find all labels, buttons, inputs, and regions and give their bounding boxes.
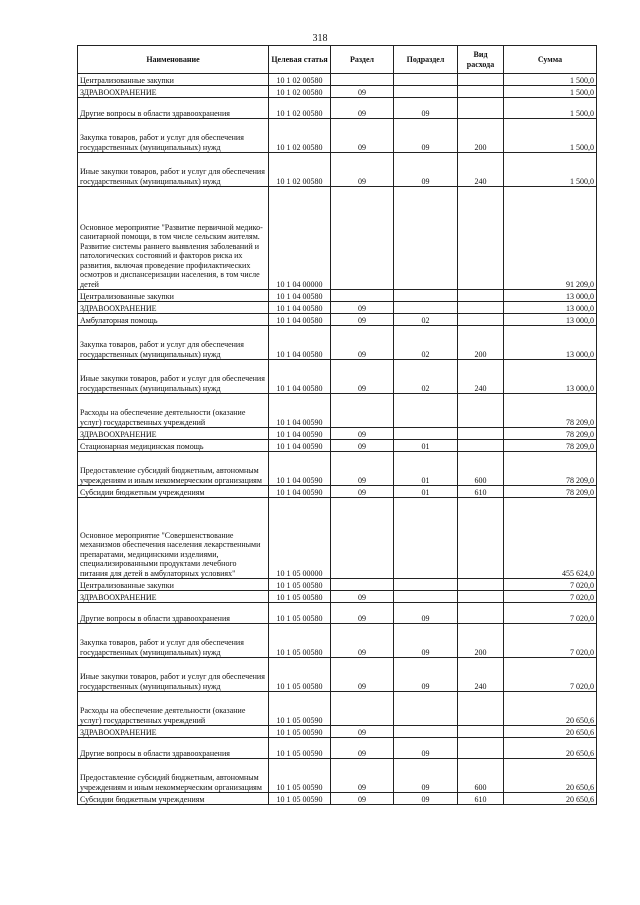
table-row <box>78 314 597 326</box>
cell-subsection: 09 <box>394 759 458 793</box>
cell-section <box>331 498 394 579</box>
cell-name: Стационарная медицинская помощь <box>78 440 269 452</box>
table-row <box>78 360 597 394</box>
cell-name: Централизованные закупки <box>78 74 269 86</box>
cell-name: Закупка товаров, работ и услуг для обеспечения государственных (муниципальных) нужд <box>78 624 269 658</box>
table-row <box>78 624 597 658</box>
cell-code: 10 1 04 00590 <box>269 394 331 428</box>
header-subsection: Подраздел <box>394 46 458 74</box>
cell-name: Другие вопросы в области здравоохранения <box>78 98 269 119</box>
cell-code: 10 1 04 00000 <box>269 187 331 290</box>
cell-sum: 7 020,0 <box>504 591 597 603</box>
cell-subsection: 09 <box>394 153 458 187</box>
cell-sum: 1 500,0 <box>504 86 597 98</box>
cell-expense-type <box>458 302 504 314</box>
cell-sum: 20 650,6 <box>504 726 597 738</box>
cell-code: 10 1 05 00590 <box>269 793 331 805</box>
cell-name: Субсидии бюджетным учреждениям <box>78 793 269 805</box>
cell-expense-type: 600 <box>458 759 504 793</box>
table-body <box>78 74 597 805</box>
table-row <box>78 98 597 119</box>
cell-subsection <box>394 579 458 591</box>
cell-sum: 20 650,6 <box>504 759 597 793</box>
cell-code: 10 1 04 00580 <box>269 326 331 360</box>
header-section: Раздел <box>331 46 394 74</box>
cell-subsection <box>394 74 458 86</box>
cell-section: 09 <box>331 658 394 692</box>
cell-sum: 13 000,0 <box>504 290 597 302</box>
cell-sum: 1 500,0 <box>504 119 597 153</box>
cell-code: 10 1 05 00590 <box>269 738 331 759</box>
cell-name: Расходы на обеспечение деятельности (оказание услуг) государственных учреждений <box>78 394 269 428</box>
cell-sum: 78 209,0 <box>504 440 597 452</box>
cell-code: 10 1 04 00590 <box>269 452 331 486</box>
cell-section: 09 <box>331 591 394 603</box>
cell-sum: 7 020,0 <box>504 624 597 658</box>
cell-expense-type <box>458 692 504 726</box>
cell-code: 10 1 02 00580 <box>269 119 331 153</box>
cell-subsection <box>394 591 458 603</box>
cell-sum: 13 000,0 <box>504 302 597 314</box>
cell-expense-type <box>458 74 504 86</box>
cell-sum: 13 000,0 <box>504 360 597 394</box>
table-row <box>78 793 597 805</box>
cell-name: Расходы на обеспечение деятельности (оказание услуг) государственных учреждений <box>78 692 269 726</box>
table-row <box>78 74 597 86</box>
table-row <box>78 452 597 486</box>
cell-code: 10 1 05 00590 <box>269 726 331 738</box>
table-row <box>78 153 597 187</box>
cell-section: 09 <box>331 360 394 394</box>
cell-expense-type <box>458 98 504 119</box>
cell-code: 10 1 02 00580 <box>269 153 331 187</box>
cell-name: Предоставление субсидий бюджетным, автономным учреждениям и иным некоммерческим организациям <box>78 452 269 486</box>
cell-subsection <box>394 394 458 428</box>
cell-section: 09 <box>331 302 394 314</box>
table-row <box>78 326 597 360</box>
cell-code: 10 1 05 00590 <box>269 759 331 793</box>
table-row <box>78 692 597 726</box>
table-row <box>78 591 597 603</box>
cell-section <box>331 692 394 726</box>
table-row <box>78 603 597 624</box>
cell-name: Основное мероприятие "Развитие первичной медико-санитарной помощи, в том числе сельским жителям. Развитие системы раннего выявления заболеваний и патологических состояний и факторов риска их развития, включая проведение профилактических осмотров и диспансеризации населения, в том числе детей <box>78 187 269 290</box>
cell-sum: 20 650,6 <box>504 793 597 805</box>
cell-sum: 13 000,0 <box>504 314 597 326</box>
table-row <box>78 290 597 302</box>
cell-expense-type: 200 <box>458 326 504 360</box>
cell-name: ЗДРАВООХРАНЕНИЕ <box>78 726 269 738</box>
cell-name: Другие вопросы в области здравоохранения <box>78 603 269 624</box>
cell-name: Централизованные закупки <box>78 290 269 302</box>
cell-section: 09 <box>331 98 394 119</box>
cell-section: 09 <box>331 624 394 658</box>
cell-expense-type <box>458 440 504 452</box>
cell-name: ЗДРАВООХРАНЕНИЕ <box>78 591 269 603</box>
header-expense-type: Вид расхода <box>458 46 504 74</box>
cell-section: 09 <box>331 314 394 326</box>
cell-subsection: 09 <box>394 738 458 759</box>
cell-expense-type <box>458 579 504 591</box>
cell-expense-type <box>458 738 504 759</box>
cell-subsection <box>394 726 458 738</box>
cell-subsection: 09 <box>394 119 458 153</box>
cell-expense-type <box>458 290 504 302</box>
cell-code: 10 1 05 00580 <box>269 591 331 603</box>
cell-code: 10 1 02 00580 <box>269 86 331 98</box>
cell-sum: 78 209,0 <box>504 394 597 428</box>
table-row <box>78 428 597 440</box>
cell-section <box>331 394 394 428</box>
cell-sum: 78 209,0 <box>504 428 597 440</box>
cell-expense-type <box>458 603 504 624</box>
cell-subsection <box>394 86 458 98</box>
cell-expense-type <box>458 394 504 428</box>
cell-expense-type <box>458 591 504 603</box>
cell-subsection <box>394 290 458 302</box>
cell-code: 10 1 05 00590 <box>269 692 331 726</box>
cell-expense-type <box>458 314 504 326</box>
cell-name: Амбулаторная помощь <box>78 314 269 326</box>
cell-sum: 1 500,0 <box>504 153 597 187</box>
cell-subsection: 01 <box>394 486 458 498</box>
cell-section: 09 <box>331 452 394 486</box>
cell-expense-type: 240 <box>458 153 504 187</box>
cell-section: 09 <box>331 603 394 624</box>
cell-section <box>331 290 394 302</box>
cell-expense-type: 240 <box>458 360 504 394</box>
cell-subsection: 09 <box>394 658 458 692</box>
cell-subsection <box>394 428 458 440</box>
cell-subsection <box>394 498 458 579</box>
cell-code: 10 1 05 00580 <box>269 658 331 692</box>
table-row <box>78 658 597 692</box>
table-row <box>78 187 597 290</box>
table-row <box>78 759 597 793</box>
cell-section: 09 <box>331 486 394 498</box>
cell-section: 09 <box>331 738 394 759</box>
cell-section: 09 <box>331 428 394 440</box>
cell-sum: 20 650,6 <box>504 738 597 759</box>
cell-code: 10 1 02 00580 <box>269 98 331 119</box>
table-row <box>78 119 597 153</box>
cell-section <box>331 579 394 591</box>
cell-section: 09 <box>331 153 394 187</box>
cell-subsection <box>394 302 458 314</box>
cell-name: Предоставление субсидий бюджетным, автономным учреждениям и иным некоммерческим организациям <box>78 759 269 793</box>
cell-section <box>331 74 394 86</box>
cell-name: Закупка товаров, работ и услуг для обеспечения государственных (муниципальных) нужд <box>78 326 269 360</box>
cell-expense-type: 200 <box>458 119 504 153</box>
cell-subsection: 01 <box>394 440 458 452</box>
page-number: 318 <box>312 33 328 44</box>
cell-section: 09 <box>331 759 394 793</box>
cell-expense-type <box>458 498 504 579</box>
cell-code: 10 1 05 00580 <box>269 603 331 624</box>
cell-sum: 455 624,0 <box>504 498 597 579</box>
cell-section: 09 <box>331 793 394 805</box>
cell-expense-type: 610 <box>458 793 504 805</box>
cell-expense-type: 240 <box>458 658 504 692</box>
cell-code: 10 1 04 00590 <box>269 428 331 440</box>
cell-sum: 78 209,0 <box>504 452 597 486</box>
table-row <box>78 498 597 579</box>
cell-code: 10 1 02 00580 <box>269 74 331 86</box>
cell-subsection: 02 <box>394 360 458 394</box>
cell-name: Централизованные закупки <box>78 579 269 591</box>
cell-expense-type: 200 <box>458 624 504 658</box>
cell-name: Основное мероприятие "Совершенствование механизмов обеспечения населения лекарственными препаратами, медицинскими изделиями, специализированными продуктами лечебного питания для детей в амбулаторных условиях" <box>78 498 269 579</box>
cell-section: 09 <box>331 726 394 738</box>
cell-expense-type: 600 <box>458 452 504 486</box>
cell-expense-type <box>458 428 504 440</box>
cell-section: 09 <box>331 119 394 153</box>
cell-subsection <box>394 692 458 726</box>
cell-subsection: 09 <box>394 98 458 119</box>
cell-code: 10 1 05 00580 <box>269 579 331 591</box>
table-header-row <box>78 46 597 74</box>
cell-expense-type <box>458 86 504 98</box>
header-code: Целевая статья <box>269 46 331 74</box>
cell-code: 10 1 05 00000 <box>269 498 331 579</box>
table-row <box>78 86 597 98</box>
header-sum: Сумма <box>504 46 597 74</box>
cell-sum: 7 020,0 <box>504 603 597 624</box>
cell-subsection: 02 <box>394 326 458 360</box>
header-name: Наименование <box>78 46 269 74</box>
cell-code: 10 1 04 00590 <box>269 486 331 498</box>
cell-name: Иные закупки товаров, работ и услуг для обеспечения государственных (муниципальных) нужд <box>78 658 269 692</box>
cell-code: 10 1 04 00580 <box>269 314 331 326</box>
table-row <box>78 440 597 452</box>
cell-section: 09 <box>331 86 394 98</box>
cell-sum: 7 020,0 <box>504 658 597 692</box>
table-row <box>78 486 597 498</box>
cell-expense-type <box>458 187 504 290</box>
cell-sum: 1 500,0 <box>504 74 597 86</box>
cell-subsection: 02 <box>394 314 458 326</box>
cell-name: ЗДРАВООХРАНЕНИЕ <box>78 428 269 440</box>
cell-subsection: 01 <box>394 452 458 486</box>
cell-name: Субсидии бюджетным учреждениям <box>78 486 269 498</box>
cell-name: Другие вопросы в области здравоохранения <box>78 738 269 759</box>
cell-name: ЗДРАВООХРАНЕНИЕ <box>78 86 269 98</box>
cell-subsection: 09 <box>394 624 458 658</box>
cell-code: 10 1 04 00580 <box>269 302 331 314</box>
table-row <box>78 738 597 759</box>
cell-name: Иные закупки товаров, работ и услуг для обеспечения государственных (муниципальных) нужд <box>78 153 269 187</box>
table-row <box>78 726 597 738</box>
cell-code: 10 1 04 00590 <box>269 440 331 452</box>
cell-section: 09 <box>331 326 394 360</box>
cell-section <box>331 187 394 290</box>
cell-subsection <box>394 187 458 290</box>
cell-sum: 20 650,6 <box>504 692 597 726</box>
cell-name: Иные закупки товаров, работ и услуг для обеспечения государственных (муниципальных) нужд <box>78 360 269 394</box>
cell-name: ЗДРАВООХРАНЕНИЕ <box>78 302 269 314</box>
cell-sum: 78 209,0 <box>504 486 597 498</box>
cell-code: 10 1 05 00580 <box>269 624 331 658</box>
budget-table <box>77 45 597 805</box>
cell-expense-type: 610 <box>458 486 504 498</box>
table-row <box>78 579 597 591</box>
cell-code: 10 1 04 00580 <box>269 290 331 302</box>
cell-name: Закупка товаров, работ и услуг для обеспечения государственных (муниципальных) нужд <box>78 119 269 153</box>
cell-sum: 7 020,0 <box>504 579 597 591</box>
table-row <box>78 302 597 314</box>
cell-sum: 91 209,0 <box>504 187 597 290</box>
cell-subsection: 09 <box>394 603 458 624</box>
cell-section: 09 <box>331 440 394 452</box>
cell-sum: 1 500,0 <box>504 98 597 119</box>
table-row <box>78 394 597 428</box>
cell-expense-type <box>458 726 504 738</box>
cell-sum: 13 000,0 <box>504 326 597 360</box>
cell-code: 10 1 04 00580 <box>269 360 331 394</box>
cell-subsection: 09 <box>394 793 458 805</box>
